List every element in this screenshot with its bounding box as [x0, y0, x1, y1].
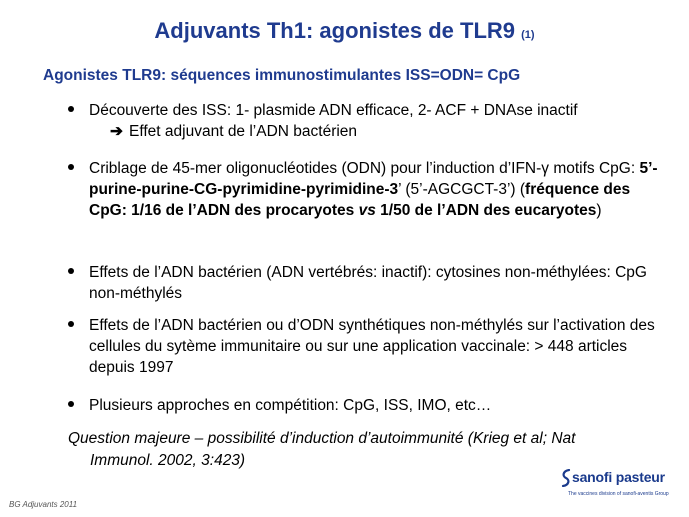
- slide-footer: BG Adjuvants 2011: [9, 500, 78, 509]
- bullet-screening-eukaryotes: 1/50 de l’ADN des eucaryotes: [375, 202, 597, 219]
- bullet-discovery-subline: [89, 121, 664, 142]
- logo-name: sanofi pasteur: [572, 469, 665, 485]
- bullet-screening-part2: ’ (5’-AGCGCT-3’) (: [398, 181, 526, 198]
- bullet-screening-part1: Criblage de 45-mer oligonucléotides (ODN) pour l’induction d’IFN-γ motifs CpG:: [89, 160, 640, 177]
- bullet-dot-icon: [68, 106, 74, 112]
- bullet-dot-icon: [68, 164, 74, 170]
- bullet-screening-frequency: fréquence des CpG: 1/16 de l’ADN des procaryotes: [89, 181, 631, 219]
- slide-title-suffix: (1): [521, 29, 535, 41]
- bullet-discovery-line1: Découverte des ISS: 1- plasmide ADN efficace, 2- ACF + DNAse inactif: [89, 102, 578, 119]
- key-question-line1: Question majeure – possibilité d’induction d’autoimmunité (Krieg et al; Nat: [68, 430, 576, 447]
- slide-subtitle: Agonistes TLR9: séquences immunostimulantes ISS=ODN= CpG: [43, 67, 521, 84]
- bullet-discovery-line2: Effet adjuvant de l’ADN bactérien: [129, 123, 358, 140]
- key-question-line2: Immunol. 2002, 3:423): [90, 452, 246, 469]
- bullet-dot-icon: [68, 321, 74, 327]
- key-question: [68, 428, 668, 472]
- bullet-dot-icon: [68, 268, 74, 274]
- logo-mark-icon: [560, 469, 572, 487]
- sanofi-pasteur-logo: [560, 469, 680, 503]
- arrow-right-icon: ➔: [110, 123, 123, 140]
- slide-title-text: Adjuvants Th1: agonistes de TLR9: [154, 18, 516, 43]
- bullet-discovery-text: [89, 100, 664, 142]
- bullet-screening-motif: 5’-purine-purine-CG-pyrimidine-pyrimidine-3: [89, 160, 658, 198]
- bullet-screening-vs: vs: [358, 202, 376, 219]
- logo-tagline: The vaccines division of sanofi-aventis Group: [568, 491, 669, 497]
- bullet-effects-text: Effets de l’ADN bactérien ou d’ODN synthétiques non-méthylés sur l’activation des cellules du sytème immunitaire ou sur une application vaccinale: > 448 articles depuis 1997: [89, 317, 655, 376]
- slide-title: [0, 18, 689, 44]
- bullet-screening-part3: ): [596, 202, 602, 219]
- bullet-bacterial-dna-text: Effets de l’ADN bactérien (ADN vertébrés: inactif): cytosines non-méthylées: CpG non-méthylés: [89, 264, 647, 302]
- bullet-screening-text: [89, 158, 664, 221]
- bullet-dot-icon: [68, 401, 74, 407]
- bullet-approaches-text: Plusieurs approches en compétition: CpG, ISS, IMO, etc…: [89, 397, 492, 414]
